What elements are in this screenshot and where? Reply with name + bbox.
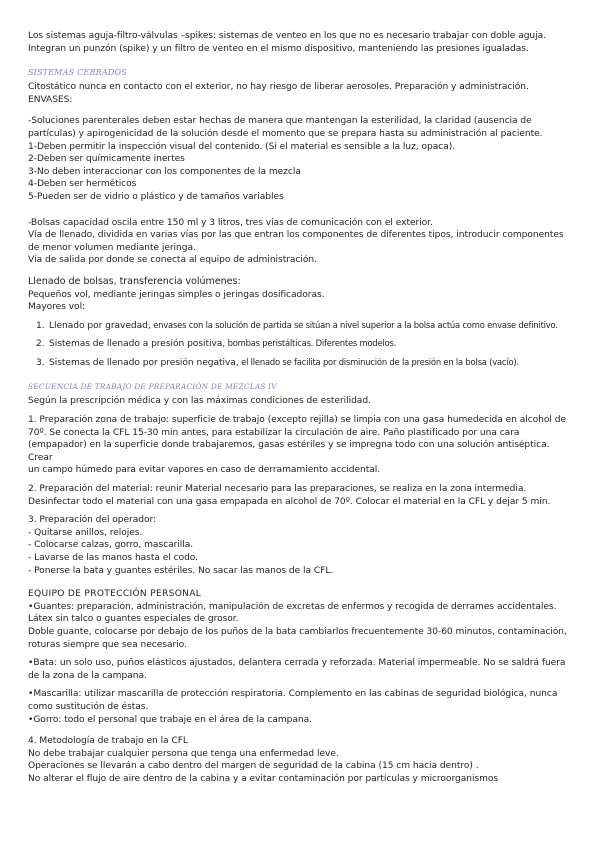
item-rest: el llenado se facilita por disminución de la presión en la bolsa (vacío). (238, 356, 519, 367)
step3-line: - Ponerse la bata y guantes estériles. No sacar las manos de la CFL. (28, 565, 334, 576)
ppe-mask (28, 688, 576, 713)
ppe-gloves-line: roturas siempre que sea necesario. (28, 639, 187, 650)
item-lead: Sistemas de llenado a presión positiva, (49, 339, 226, 350)
ppe-gown-line: •Bata: un solo uso, puños elásticos ajustados, delantera cerrada y reforzada. Material impermeable. No se saldrá fuera (28, 658, 566, 669)
containers-line: 5-Pueden ser de vidrio o plástico y de tamaños variables (28, 191, 284, 202)
document-page (28, 30, 576, 786)
step1-line: un campo húmedo para evitar vapores en caso de derramamiento accidental. (28, 465, 381, 476)
step2-paragraph (28, 483, 576, 508)
step3-line: - Quitarse anillos, relojes. (28, 527, 143, 538)
closed-systems-lead: Citostático nunca en contacto con el exterior, no hay riesgo de liberar aerosoles. Preparación y administración. ENVASES: (28, 82, 529, 105)
filling-item (36, 356, 576, 370)
ppe-gloves-line: Látex sin talco o guantes especiales de grosor. (28, 614, 239, 625)
bags-line: de menor volumen mediante jeringa. (28, 242, 196, 253)
ppe-gown (28, 657, 576, 682)
ppe-gloves-line: •Guantes: preparación, administración, manipulación de excretas de enfermos y recogida de derrames accidentales. (28, 601, 557, 612)
step3-line: - Colocarse calzas, gorro, mascarilla. (28, 540, 194, 551)
containers-line: partículas) y apirogenicidad de la solución desde el momento que se prepara hasta su administración al paciente. (28, 128, 543, 139)
step1-line: 70º. Se conecta la CFL 15-30 min antes, para estabilizar la circulación de aire. Paño plastificado por una cara (28, 427, 520, 438)
sequence-lead: Según la prescripción médica y con las máximas condiciones de esterilidad. (28, 396, 371, 407)
closed-systems-heading: SISTEMAS CERRADOS (28, 68, 127, 78)
item-number: 3. (36, 357, 45, 368)
bags-paragraph (28, 217, 576, 267)
bags-line: -Bolsas capacidad oscila entre 150 ml y 3 litros, tres vías de comunicación con el exterior. (28, 217, 433, 228)
step2-line: 2. Preparación del material: reunir Material necesario para las preparaciones, se realiza en la zona intermedia. (28, 484, 527, 495)
filling-item (36, 337, 576, 351)
containers-list (28, 115, 576, 203)
item-number: 1. (36, 320, 45, 331)
ppe-mask-line: •Mascarilla: utilizar mascarilla de protección respiratoria. Complemento en las cabinas de seguridad biológica, nunca (28, 689, 558, 700)
containers-line: 1-Deben permitir la inspección visual del contenido. (Si el material es sensible a la luz, opaca). (28, 141, 456, 152)
item-number: 2. (36, 339, 45, 350)
filling-section (28, 276, 576, 370)
containers-line: 3-No deben interaccionar con los componentes de la mezcla (28, 166, 301, 177)
step2-line: Desinfectar todo el material con una gasa empapada en alcohol de 70º. Colocar el material en la CFL y dejar 5 min. (28, 496, 551, 507)
methodology-line: No debe trabajar cualquier persona que tenga una enfermedad leve. (28, 748, 339, 759)
item-rest: envases con la solución de partida se sitúan a nivel superior a la bolsa actúa como envase definitivo. (150, 319, 558, 330)
step3-paragraph (28, 514, 576, 577)
step1-paragraph (28, 414, 576, 477)
ppe-cap-line: •Gorro: todo el personal que trabaje en el área de la campana. (28, 714, 312, 725)
methodology-section (28, 735, 576, 785)
item-rest: bombas peristálticas. Diferentes modelos. (225, 338, 397, 349)
filling-item (36, 319, 576, 333)
step1-line: 1. Preparación zona de trabajo: superficie de trabajo (excepto rejilla) se limpia con una gasa humedecida en alcohol de (28, 415, 566, 426)
containers-line: -Soluciones parenterales deben estar hechas de manera que mantengan la esterilidad, la claridad (ausencia de (28, 116, 532, 127)
intro-line: Los sistemas aguja-filtro-válvulas –spikes: sistemas de venteo en los que no es necesario trabajar con doble aguja. (28, 31, 546, 41)
containers-line: 2-Deben ser químicamente inertes (28, 154, 185, 165)
methodology-line: Operaciones se llevarán a cabo dentro del margen de seguridad de la cabina (15 cm hacia dentro) . (28, 761, 479, 772)
filling-larger: Mayores vol: (28, 302, 86, 313)
ppe-section (28, 588, 576, 726)
ppe-gloves-line: Doble guante, colocarse por debajo de los puños de la bata cambiarlos frecuentemente 30-60 minutos, contaminación, (28, 626, 567, 637)
sequence-heading: SECUENCIA DE TRABAJO DE PREPARACIÓN DE MEZCLAS IV (28, 382, 277, 392)
bags-line: Vía de llenado, dividida en varias vías por las que entran los componentes de diferentes tipos, introducir componentes (28, 230, 564, 241)
methodology-line: No alterar el flujo de aire dentro de la cabina y a evitar contaminación por partículas y microorganismos (28, 773, 499, 784)
bags-line: Vía de salida por donde se conecta al equipo de administración. (28, 255, 317, 266)
step1-line: (empapador) en la superficie donde trabajaremos, gasas estériles y se impregna todo con una solución antiséptica. Crear (28, 440, 550, 463)
intro-line: Integran un punzón (spike) y un filtro de venteo en el mismo dispositivo, manteniendo las presiones igualadas. (28, 43, 529, 54)
step3-line: - Lavarse de las manos hasta el codo. (28, 553, 198, 563)
intro-paragraph (28, 30, 576, 55)
filling-small: Pequeños vol, mediante jeringas simples o jeringas dosificadoras. (28, 289, 325, 300)
filling-title: Llenado de bolsas, transferencia volúmenes: (28, 275, 241, 287)
ppe-mask-line: como sustitución de éstas. (28, 701, 149, 712)
step3-line: 3. Preparación del operador: (28, 515, 157, 526)
methodology-title: 4. Metodología de trabajo en la CFL (28, 736, 188, 747)
ppe-title: EQUIPO DE PROTECCIÓN PERSONAL (28, 589, 202, 600)
filling-list (28, 319, 576, 370)
ppe-gown-line: de la zona de la campana. (28, 670, 147, 681)
item-lead: Llenado por gravedad, (49, 320, 151, 331)
item-lead: Sistemas de llenado por presión negativa, (49, 357, 239, 368)
containers-line: 4-Deben ser herméticos (28, 179, 137, 190)
